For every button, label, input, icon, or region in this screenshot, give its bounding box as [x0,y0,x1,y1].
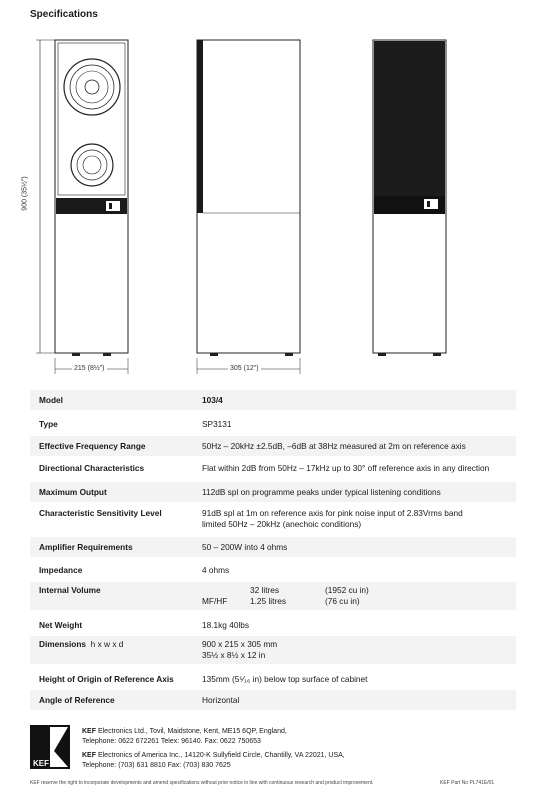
spec-label: Angle of Reference [39,695,115,705]
spec-label: Maximum Output [39,487,107,497]
spec-row-directional [30,459,516,479]
spec-row-model [30,390,516,410]
us-address [82,751,345,771]
volume-litres: 1.25 litres [250,596,286,606]
spec-value: 103/4 [202,395,223,405]
spec-row-amplifier [30,537,516,557]
spec-row-volume [30,582,516,610]
spec-value: Flat within 2dB from 50Hz – 17kHz up to 30° off reference axis in any direction [202,463,490,473]
uk-company: KEF [82,728,96,735]
height-dimension-label: 900 (35½") [21,176,29,211]
spec-row-sensitivity [30,505,516,533]
spec-row-impedance [30,560,516,580]
spec-value: 50Hz – 20kHz ±2.5dB, –6dB at 38Hz measured at 2m on reference axis [202,441,466,451]
spec-label-main: Dimensions [39,639,87,649]
kef-logo [30,725,70,769]
speaker-drawings [0,0,534,385]
uk-line1: Electronics Ltd., Tovil, Maidstone, Kent, ME15 6QP, England, [97,728,287,735]
grille-view-drawing [373,40,446,356]
spec-row-frequency [30,436,516,456]
spec-label: Directional Characteristics [39,463,145,473]
spec-value: 91dB spl at 1m on reference axis for pink noise input of 2.83Vrms band [202,508,463,518]
spec-label: Effective Frequency Range [39,441,146,451]
spec-label: Impedance [39,565,83,575]
logo-text: KEF [33,759,49,768]
spec-label: Amplifier Requirements [39,542,133,552]
us-company: KEF [82,752,96,759]
spec-row-weight [30,615,516,635]
disclaimer: KEF reserve the right to incorporate developments and amend specifications without prior notice in line with continuous research and product improvement. [30,780,374,786]
us-line1: Electronics of America Inc., 14120-K Sullyfield Circle, Chantilly, VA 22021, USA, [97,752,345,759]
spec-row-type [30,414,516,434]
spec-label: Type [39,419,58,429]
spec-value: 18.1kg 40lbs [202,620,250,630]
spec-value: 135mm (5⁵⁄₁₆ in) below top surface of cabinet [202,674,368,684]
width-dimension-label: 215 (8½") [74,365,105,372]
volume-grid [202,585,415,607]
spec-value: SP3131 [202,419,232,429]
spec-value: Horizontal [202,695,240,705]
spec-row-reference-height [30,669,516,689]
spec-label: Characteristic Sensitivity Level [39,508,162,518]
spec-value: 50 – 200W into 4 ohms [202,542,288,552]
depth-dimension-label: 305 (12") [230,365,259,372]
uk-address [82,727,287,747]
spec-label: Model [39,395,63,405]
volume-cuin: (1952 cu in) [325,585,369,595]
spec-row-dimensions [30,636,516,664]
spec-value-line2: 35½ x 8½ x 12 in [202,650,266,660]
side-view-drawing [197,40,300,356]
volume-part [202,585,250,596]
spec-row-output [30,482,516,502]
spec-label [39,639,123,650]
spec-label: Height of Origin of Reference Axis [39,674,174,684]
height-dimension [36,40,55,353]
spec-label-suffix: h x w x d [90,639,124,649]
page-title: Specifications [30,9,98,20]
spec-label: Net Weight [39,620,83,630]
uk-line2: Telephone: 0622 672261 Telex: 96140. Fax: 0622 750653 [82,738,261,745]
volume-litres: 32 litres [250,585,280,595]
part-number: KEF Part No PL741E/01 [440,780,495,786]
front-view-drawing [55,40,128,356]
spec-label: Internal Volume [39,585,101,595]
spec-value-line2: limited 50Hz – 20kHz (anechoic conditions) [202,519,362,529]
spec-row-angle [30,690,516,710]
volume-part: MF/HF [202,596,228,606]
spec-value: 112dB spl on programme peaks under typical listening conditions [202,487,441,497]
spec-value: 900 x 215 x 305 mm [202,639,278,649]
spec-value: 4 ohms [202,565,230,575]
us-line2: Telephone: (703) 631 8810 Fax: (703) 830 7625 [82,762,231,769]
volume-cuin: (76 cu in) [325,596,360,606]
